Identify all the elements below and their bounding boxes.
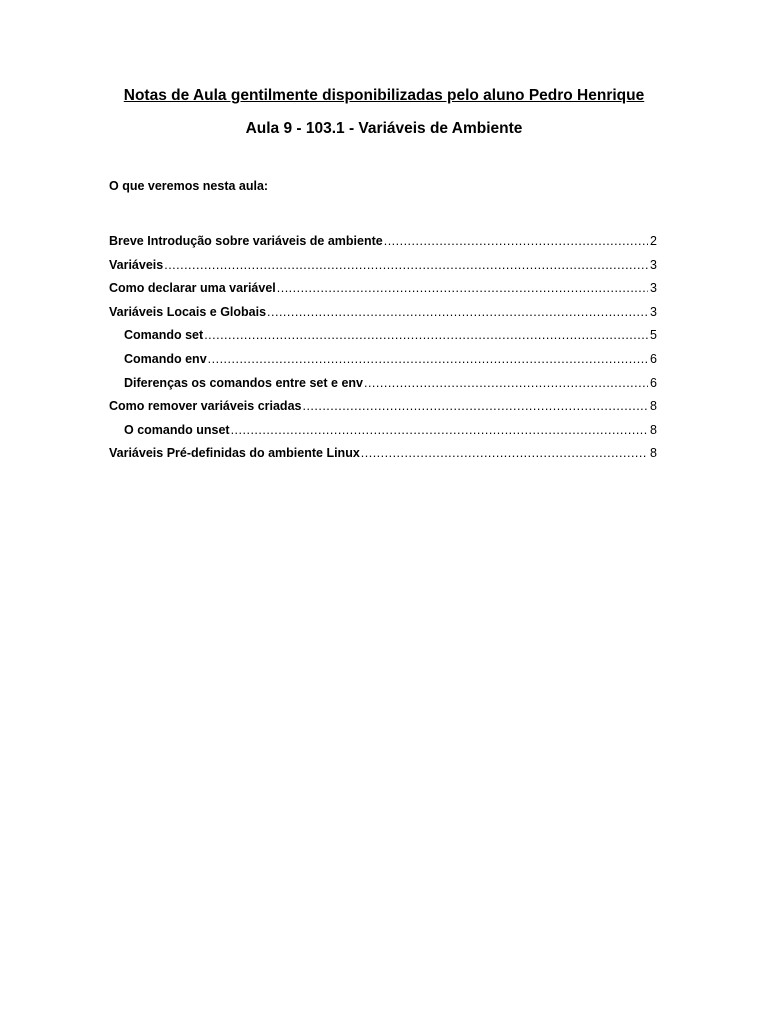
toc-leader-dots (302, 399, 648, 413)
toc-entry-page: 2 (650, 234, 657, 248)
toc-entry-label: Variáveis Pré-definidas do ambiente Linux (109, 446, 360, 461)
toc-entry[interactable] (109, 258, 657, 282)
toc-entry-label: Variáveis (109, 257, 164, 272)
toc-entry-page: 8 (650, 446, 657, 461)
toc-entry-label: O comando unset (124, 422, 230, 437)
toc-leader-dots (164, 258, 648, 272)
toc-entry-label: Variáveis Locais e Globais (109, 304, 267, 319)
toc-entry-page: 8 (650, 399, 657, 414)
toc-entry[interactable] (109, 328, 657, 352)
toc-entry-label: Comando set (124, 328, 204, 343)
toc-leader-dots (204, 328, 648, 342)
toc-entry[interactable] (109, 281, 657, 305)
toc-entry-label: Comando env (124, 351, 207, 366)
toc-entry[interactable] (109, 305, 657, 329)
toc-entry-page: 6 (650, 351, 657, 366)
toc-entry-page: 3 (650, 257, 657, 272)
toc-entry-label: Como remover variáveis criadas (109, 399, 302, 414)
toc-entry[interactable] (109, 352, 657, 376)
toc-leader-dots (277, 281, 648, 295)
document-title: Notas de Aula gentilmente disponibilizadas pelo aluno Pedro Henrique (123, 87, 645, 104)
toc-leader-dots (208, 352, 648, 366)
document-subtitle: Aula 9 - 103.1 - Variáveis de Ambiente (245, 120, 523, 137)
toc-entry[interactable] (109, 234, 657, 258)
toc-leader-dots (267, 305, 648, 319)
toc-entry-label: Diferenças os comandos entre set e env (124, 375, 363, 390)
toc-entry-label: Como declarar uma variável (109, 281, 276, 296)
toc-leader-dots (384, 234, 648, 248)
toc-entry-page: 3 (650, 304, 657, 319)
toc-entry-page: 6 (650, 375, 657, 390)
toc-entry-page: 8 (650, 422, 657, 437)
intro-heading: O que veremos nesta aula: (109, 179, 269, 193)
toc-leader-dots (231, 423, 648, 437)
toc-entry-page: 5 (650, 328, 657, 343)
toc-entry[interactable] (109, 376, 657, 400)
toc-leader-dots (361, 446, 648, 460)
toc-entry[interactable] (109, 423, 657, 447)
table-of-contents (109, 234, 657, 470)
toc-leader-dots (364, 376, 648, 390)
toc-entry-page: 3 (650, 281, 657, 296)
toc-entry[interactable] (109, 446, 657, 470)
toc-entry[interactable] (109, 399, 657, 423)
toc-entry-label: Breve Introdução sobre variáveis de ambiente (109, 234, 383, 248)
